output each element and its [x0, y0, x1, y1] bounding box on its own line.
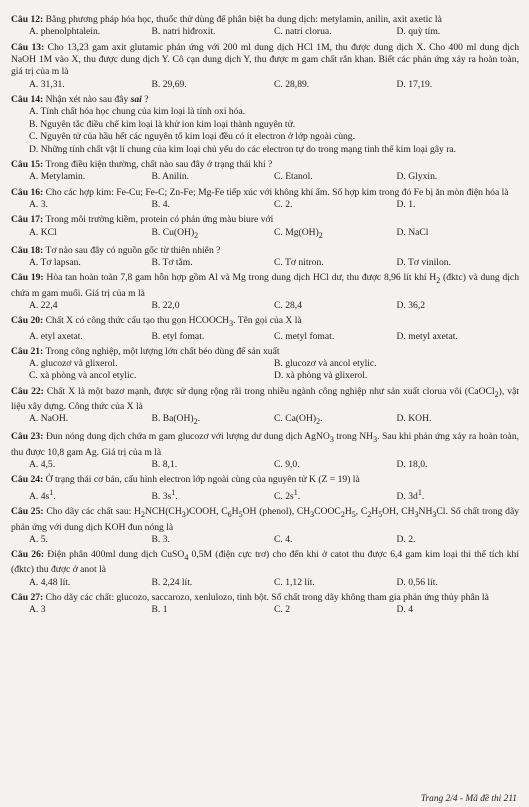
answer-row: [11, 459, 519, 471]
question-25: [11, 506, 519, 546]
answer-row: [11, 79, 519, 91]
answer-option: B. 3.: [151, 533, 170, 545]
answer-option: B. 22,0: [151, 300, 180, 312]
page-footer: Trang 2/4 - Mã đề thi 211: [420, 794, 517, 804]
answer-option: B. 8,1.: [151, 459, 178, 471]
answer-option: A. 4,48 lít.: [29, 576, 71, 588]
answer-option: C. 4.: [274, 533, 293, 545]
question-stem: Câu 21: Trong công nghiệp, một lượng lớn chất béo dùng để sản xuất: [11, 345, 280, 357]
answer-option: B. $Ba(OH)_2$.: [151, 413, 201, 427]
answer-row: [11, 171, 519, 183]
question-21: [11, 346, 519, 383]
answer-option: B. 2,24 lít.: [151, 576, 193, 588]
question-stem: Câu 22: Chất X là một bazơ mạnh, được sử dụng rộng rãi trong nhiều ngành công nghiệp như sản xuất clorua vôi (CaOCl$_2$), vật liệu xây dựng. Công thức của X là: [11, 385, 520, 412]
answer-option: D. 2.: [396, 533, 416, 545]
question-stem: Câu 20: Chất X có công thức cấu tạo thu gọn $HCOOCH_3$. Tên gọi của X là: [11, 315, 302, 329]
question-27: [11, 592, 519, 617]
answer-option: A. glucozơ và glixerol.: [29, 358, 118, 370]
question-19: [11, 272, 519, 312]
answer-option: A. 3: [29, 604, 46, 616]
answer-option: D. 4: [396, 604, 414, 616]
answer-option: C. $2s^1$.: [274, 487, 301, 502]
answer-option: D. 17,19.: [396, 78, 433, 90]
answer-option: D. Những tính chất vật lí chung của kim loại chủ yếu do các electron tự do trong mạng tinh thể kim loại gây ra.: [29, 143, 457, 155]
answer-option: D. xà phòng và glixerol.: [274, 370, 368, 382]
answer-option: B. 4.: [151, 199, 170, 211]
question-stem: Câu 12: Bằng phương pháp hóa học, thuốc thử dùng để phân biệt ba dung dịch: metylamin, anilin, axit axetic là: [11, 14, 442, 25]
question-stem: Câu 15: Trong điều kiện thường, chất nào sau đây ở trạng thái khí ?: [11, 159, 273, 171]
question-17: [11, 214, 519, 242]
answer-option: D. quỳ tím.: [396, 26, 441, 38]
answer-option: A. NaOH.: [29, 413, 69, 425]
answer-row: [11, 358, 519, 370]
answer-option: C. 28,89.: [274, 78, 310, 90]
answer-option: D. metyl axetat.: [396, 330, 458, 342]
answer-option: A. phenolphtalein.: [29, 26, 101, 38]
answer-row: [11, 300, 519, 312]
question-stem: Câu 18: Tơ nào sau đây có nguồn gốc từ thiên nhiên ?: [11, 244, 221, 256]
question-22: [11, 386, 519, 429]
question-list: [11, 14, 519, 617]
answer-row: [11, 370, 519, 382]
answer-row: [11, 604, 519, 616]
answer-option: D. Tơ vinilon.: [396, 257, 451, 269]
answer-option: B. natri hiđroxit.: [151, 26, 216, 38]
answer-option: B. 29,69.: [151, 78, 187, 90]
answer-option: A. KCl: [29, 226, 57, 238]
answer-option: D. 18,0.: [396, 459, 428, 471]
question-18: [11, 245, 519, 270]
question-15: [11, 159, 519, 184]
question-stem: Câu 17: Trong môi trường kiềm, protein có phản ứng màu biure với: [11, 214, 274, 226]
answer-option: C. xà phòng và ancol etylic.: [29, 370, 137, 382]
answer-option: C. Nguyên tử của hầu hết các nguyên tố kim loại đều có ít electron ở lớp ngoài cùng.: [29, 131, 355, 143]
question-23: [11, 431, 519, 471]
answer-row: [11, 577, 519, 589]
answer-option: D. $3d^1$.: [396, 487, 425, 502]
answer-option: B. 1: [151, 604, 168, 616]
answer-option: C. 28,4: [274, 300, 302, 312]
question-stem: Câu 27: Cho dãy các chất: glucozo, saccarozo, xenlulozo, tinh bột. Số chất trong dãy không tham gia phản ứng thủy phân là: [11, 592, 489, 604]
answer-row: [11, 257, 519, 269]
answer-option: C. 9,0.: [274, 459, 300, 471]
answer-option: A. 31,31.: [29, 78, 65, 90]
answer-option: A. 3.: [29, 199, 48, 211]
answer-option: D. 1.: [396, 199, 416, 211]
answer-option: B. Anilin.: [151, 171, 190, 183]
answer-option: A. 4,5.: [29, 459, 56, 471]
question-stem: Câu 23: Đun nóng dung dịch chứa m gam glucozơ với lượng dư dung dịch AgNO$_3$ trong $NH_3$. Sau khi phản ứng xảy ra hoàn toàn, thu được 10,8 gam Ag. Giá trị của m là: [11, 431, 520, 458]
answer-option: C. Tơ nitron.: [274, 257, 324, 269]
question-stem: Câu 14: Nhận xét nào sau đây sai ?: [11, 94, 149, 106]
answer-option: B. Tơ tằm.: [151, 257, 193, 269]
answer-option: C. 1,12 lít.: [274, 576, 315, 588]
answer-option: C. natri clorua.: [274, 26, 332, 38]
answer-row: [11, 413, 519, 428]
answer-option: B. $Cu(OH)_2$: [151, 226, 199, 240]
question-26: [11, 549, 519, 589]
question-20: [11, 315, 519, 343]
answer-option: C. Etanol.: [274, 171, 313, 183]
answer-option: B. $3s^1$.: [151, 487, 178, 502]
answer-option: B. glucozơ và ancol etylic.: [274, 358, 377, 370]
answer-row: [11, 331, 519, 343]
answer-row: [11, 487, 519, 503]
answer-option: A. $4s^1$.: [29, 487, 56, 502]
answer-row: [11, 227, 519, 242]
answer-option: A. 5.: [29, 533, 48, 545]
question-12: [11, 14, 519, 39]
answer-option: D. NaCl: [396, 226, 429, 238]
answer-option: C. 2: [274, 604, 290, 616]
answer-option: D. 0,56 lít.: [396, 576, 438, 588]
question-stem: Câu 26: Điện phân 400ml dung dịch CuSO$_4$ 0,5M (điện cực trơ) cho đến khi ở catot thu được 6,4 gam kim loại thì thể tích khí (đktc) thu được ở anot là: [11, 549, 519, 576]
answer-option: B. etyl fomat.: [151, 330, 205, 342]
answer-option: C. 2.: [274, 199, 293, 211]
question-stem: Câu 19: Hòa tan hoàn toàn 7,8 gam hỗn hợp gồm Al và Mg trong dung dịch HCl dư, thu được 8,96 lít khí $H_2$ (đktc) và dung dịch chứa m gam muối. Giá trị của m là: [11, 272, 519, 299]
question-13: [11, 42, 519, 91]
answer-option: D. KOH.: [396, 413, 432, 425]
answer-option: A. Tơ lapsan.: [29, 257, 81, 269]
answer-row: [11, 199, 519, 211]
question-24: [11, 474, 519, 503]
question-16: [11, 187, 519, 212]
answer-option: A. Tính chất hóa học chung của kim loại là tính oxi hóa.: [29, 106, 246, 118]
question-14: [11, 94, 519, 156]
answer-row: [11, 26, 519, 38]
answer-option: B. Nguyên tắc điều chế kim loại là khử ion kim loại thành nguyên tử.: [29, 118, 296, 130]
answer-option: A. 22,4: [29, 300, 58, 312]
answer-option: D. 36,2: [396, 300, 426, 312]
question-stem: Câu 25: Cho dãy các chất sau: $H_2NCH(CH_3)COOH$, $C_6H_5OH$ (phenol), $CH_3COOC_2H_5$, $C_2H_5OH$, $CH_3NH_3Cl$. Số chất trong dãy phản ứng với dung dịch KOH đun nóng là: [11, 506, 520, 533]
question-stem: Câu 13: Cho 13,23 gam axit glutamic phản ứng với 200 ml dung dịch HCl 1M, thu được dung dịch X. Cho 400 ml dung dịch NaOH 1M vào X, thu được dung dịch Y. Cô cạn dung dịch Y, thu được m gam chất rắn khan. Biết các phản ứng xảy ra hoàn toàn, giá trị của m là: [11, 41, 519, 78]
question-stem: Câu 16: Cho các hợp kim: Fe-Cu; Fe-C; Zn-Fe; Mg-Fe tiếp xúc với không khí ẩm. Số hợp kim trong đó Fe bị ăn mòn điện hóa là: [11, 186, 509, 198]
answer-option: C. metyl fomat.: [274, 330, 335, 342]
answer-option: A. Metylamin.: [29, 171, 86, 183]
answer-option: C. $Mg(OH)_2$: [274, 226, 323, 240]
answer-option: A. etyl axetat.: [29, 330, 83, 342]
answer-row: [11, 534, 519, 546]
answer-option: D. Glyxin.: [396, 171, 438, 183]
question-stem: Câu 24: Ở trạng thái cơ bản, cấu hình electron lớp ngoài cùng của nguyên tử K (Z = 19) là: [11, 474, 360, 486]
answer-option: C. $Ca(OH)_2$.: [274, 413, 323, 427]
